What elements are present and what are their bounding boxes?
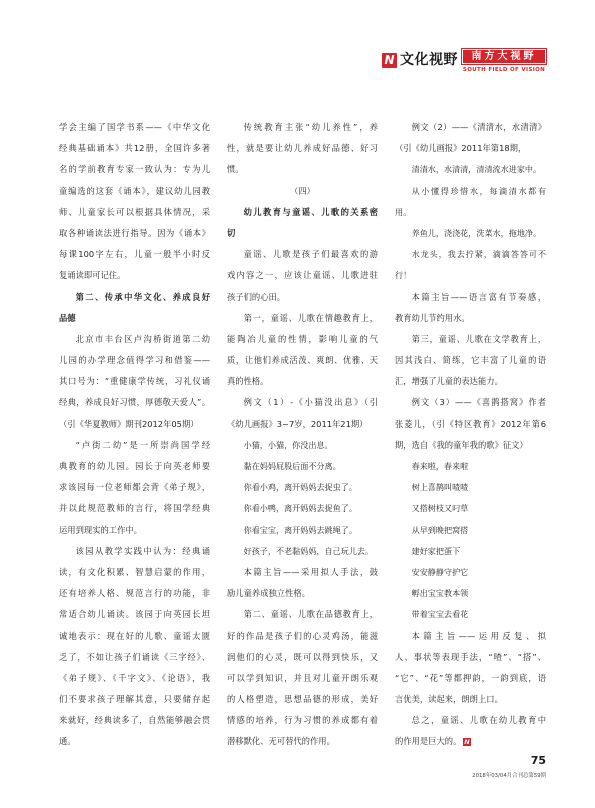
- body-line: 《弟子规》、《千字文》、《论语》，我: [59, 672, 210, 683]
- paragraph: [227, 562, 378, 604]
- section-title: 文化视野: [400, 52, 458, 68]
- body-line: 例文（2）——《清清水，水清清》: [411, 122, 546, 132]
- body-line: 名的学前教育专家一致认为：专为儿: [59, 164, 210, 175]
- end-mark-icon: N: [464, 738, 470, 746]
- body-line: 并以此规范教师的言行，将国学经典: [59, 503, 210, 514]
- body-line: 诚地表示：现在好的儿歌、童谣太匮: [59, 630, 210, 641]
- body-line: 来就好，经典读多了，自然能够融会贯: [59, 715, 210, 726]
- body-line: （引《幼儿画报》2011年第18期，: [395, 143, 527, 154]
- body-line: 张菱儿，（引《特区教育》2012年第6: [395, 418, 546, 429]
- body-line: 学会主编了国学书系——《中华文化: [59, 122, 210, 132]
- issue-info: 2018年03/04月合刊总第59期: [472, 773, 546, 779]
- poem-line: 又搭树枝又叼草: [411, 503, 469, 514]
- body-line: 经典基础诵本》共12册，全国许多著: [59, 143, 210, 154]
- paragraph: [227, 244, 378, 308]
- body-line: 好的作品是孩子们的心灵鸡汤，能滋: [227, 630, 378, 641]
- poem-line: 从小懂得珍惜水，每滴清水都有: [411, 185, 546, 196]
- text-column-3: [395, 117, 546, 753]
- body-line: 师、儿童家长可以根据具体情况，采: [59, 206, 210, 217]
- body-line: 惯。: [227, 164, 244, 175]
- body-line: 每课100字左右，儿童一般半小时反: [59, 249, 210, 260]
- body-line: 情感的培养，行为习惯的养成都有着: [227, 715, 378, 726]
- magazine-logo-icon: N: [382, 53, 397, 68]
- page-number: 75: [530, 754, 546, 767]
- poem-line: 你看宝宝，离开妈妈去跳绳了。: [243, 524, 357, 535]
- body-line: 润他们的心灵，既可以得到快乐，又: [227, 651, 378, 662]
- poem-line: 黏在妈妈屁股后面不分离。: [243, 461, 341, 471]
- body-line: 本篇主旨——运用反复、拟: [411, 630, 546, 641]
- body-line: 戏内容之一，应该让童谣、儿歌进驻: [227, 270, 378, 281]
- text-column-2: [227, 117, 378, 753]
- paragraph: [227, 117, 378, 181]
- poem-line: 从早到晚把窝搭: [411, 524, 469, 535]
- body-line: 乏了，不如让孩子们诵读《三字经》、: [59, 651, 210, 662]
- paragraph: [59, 541, 210, 753]
- body-line: “卢街二幼”是一所崇尚国学经: [75, 439, 210, 450]
- paragraph: [395, 287, 546, 329]
- body-line: 的作用是巨大的。: [395, 736, 462, 747]
- section-number-text: （四）: [290, 185, 315, 196]
- poem-line: 水龙头，我去拧紧，滴滴答答可不: [411, 249, 546, 260]
- poem-line: 行！: [395, 270, 412, 281]
- body-line: 读，有文化积累、智慧启蒙的作用，: [59, 566, 210, 577]
- body-line: 可以学到知识，并且对儿童开朗乐观: [227, 672, 378, 683]
- poem-line: 小猫，小猫，你没出息。: [243, 439, 333, 450]
- body-line: 总之，童谣、儿歌在幼儿教育中: [411, 715, 546, 726]
- body-line: 童谣、儿歌是孩子们最喜欢的游: [243, 249, 378, 260]
- poem: [395, 456, 546, 626]
- body-line: 通。: [59, 736, 76, 747]
- body-line: 第三，童谣、儿歌在文学教育上，: [411, 333, 546, 344]
- body-line: 汇，增强了儿童的表达能力。: [395, 376, 503, 387]
- body-line: 真的性格。: [227, 376, 269, 387]
- paragraph: [395, 392, 546, 456]
- body-line: 其口号为：“重健康学传统，习礼仪诵: [59, 376, 210, 387]
- paragraph: [227, 308, 378, 393]
- brand-subtitle: SOUTH FIELD OF VISION: [462, 67, 546, 73]
- paragraph: [395, 710, 546, 752]
- poem-line: 你看小鸭，离开妈妈去捉鱼了。: [243, 503, 357, 514]
- body-line: 《幼儿画报》3~7岁，2011年21期）: [227, 418, 368, 429]
- body-line: 例文（1）-《小猫没出息》（引: [243, 397, 378, 408]
- paragraph: [395, 626, 546, 711]
- body-line: （引《华夏教师》期刊2012年05期）: [59, 418, 199, 429]
- body-line: 儿园的办学理念值得学习和借鉴——: [59, 355, 210, 366]
- poem-line: 春来啦，春来啦: [411, 461, 469, 471]
- body-line: 质，让他们养成活泼、爽朗、优雅、天: [227, 355, 378, 366]
- poem: [395, 159, 546, 286]
- body-line: 人、事状等表现手法，“喳”、“搭”、: [395, 651, 546, 662]
- poem-line: 树上喜鹊叫喳喳: [411, 482, 469, 493]
- body-line: 童编选的这套《诵本》，建议幼儿园教: [59, 185, 210, 196]
- heading-line: 品德: [59, 312, 76, 323]
- body-line: 能陶冶儿童的性情，影响儿童的气: [227, 333, 378, 344]
- body-line: 常适合幼儿诵读。该园于向英园长坦: [59, 609, 210, 620]
- body-line: 第一，童谣、儿歌在情趣教育上，: [243, 312, 378, 323]
- heading-line: 幼儿教育与童谣、儿歌的关系密: [243, 206, 378, 217]
- body-line: 本篇主旨——语言富有节奏感，: [411, 291, 546, 302]
- heading-line: 第二、传承中华文化、养成良好: [75, 291, 210, 302]
- poem-line: 好孩子，不老黏妈妈，自己玩儿去。: [243, 545, 374, 556]
- poem-line: 养鱼儿，浇浇花，洗菜水，拖地净。: [411, 227, 542, 238]
- body-line: 还有培养人格、规范言行的功能，非: [59, 588, 210, 599]
- body-line: 求该园每一位老师都会背《弟子规》，: [59, 482, 210, 493]
- paragraph: [395, 329, 546, 393]
- poem-line: 建好家把蛋下: [411, 545, 461, 556]
- poem-line: 清清水，水清清，清清流水进家中。: [411, 164, 542, 175]
- section-heading: [227, 202, 378, 244]
- body-line: 因其浅白、简练，它丰富了儿童的语: [395, 355, 546, 366]
- body-line: 该园从教学实践中认为：经典诵: [75, 545, 210, 556]
- paragraph: [59, 435, 210, 541]
- paragraph: [59, 117, 210, 287]
- body-line: 例文（3）——《喜鹊搭窝》作者: [411, 397, 546, 408]
- body-line: 性，就是要让幼儿养成好品德、好习: [227, 143, 378, 154]
- poem-line: 带着宝宝去看花: [411, 609, 469, 620]
- body-line: 励儿童养成独立性格。: [227, 588, 310, 599]
- paragraph: [227, 604, 378, 752]
- body-line: 经典，养成良好习惯，厚德敬天爱人”。: [59, 397, 210, 408]
- paragraph: [227, 392, 378, 434]
- body-line: 复诵读即可记住。: [59, 270, 126, 281]
- body-line: 教育幼儿节约用水。: [395, 312, 470, 323]
- body-line: 潜移默化、无可替代的作用。: [227, 736, 335, 747]
- body-line: 的人格塑造，思想品德的形成，美好: [227, 694, 378, 705]
- text-column-1: [59, 117, 210, 753]
- poem-line: 安安静静守护它: [411, 566, 469, 577]
- heading-line: 切: [227, 227, 236, 238]
- body-line: 北京市丰台区卢沟桥街道第二幼: [75, 333, 210, 344]
- body-line: 第二、童谣、儿歌在品德教育上，: [243, 609, 378, 620]
- body-line: 们不要求孩子理解其意，只要储存起: [59, 694, 210, 705]
- body-line: 典教育的幼儿园。园长于向英老师要: [59, 461, 210, 471]
- poem-line: 你看小鸡，离开妈妈去捉虫了。: [243, 482, 357, 493]
- section-number: [227, 181, 378, 202]
- body-line: 本篇主旨——采用拟人手法，鼓: [243, 566, 378, 577]
- body-line: 传统教育主张“幼儿养性”，养: [243, 122, 378, 132]
- section-heading: [59, 287, 210, 329]
- brand-badge: 南方大视野: [462, 49, 546, 64]
- paragraph: [59, 329, 210, 435]
- body-line: “它”、“花”等都押韵，一韵到底，语: [395, 672, 546, 683]
- body-line: 言优美，读起来，朗朗上口。: [395, 694, 503, 705]
- poem-line: 孵出宝宝教本领: [411, 588, 469, 599]
- paragraph: [395, 117, 546, 159]
- poem: [227, 435, 378, 562]
- body-line: 取各种诵读法进行指导。因为《诵本》: [59, 227, 210, 238]
- body-line: 孩子们的心田。: [227, 291, 286, 302]
- body-line: 运用到现实的工作中。: [59, 524, 142, 535]
- body-line: 期，选自《我的童年我的歌》征文）: [395, 439, 528, 450]
- poem-line: 用。: [395, 206, 412, 217]
